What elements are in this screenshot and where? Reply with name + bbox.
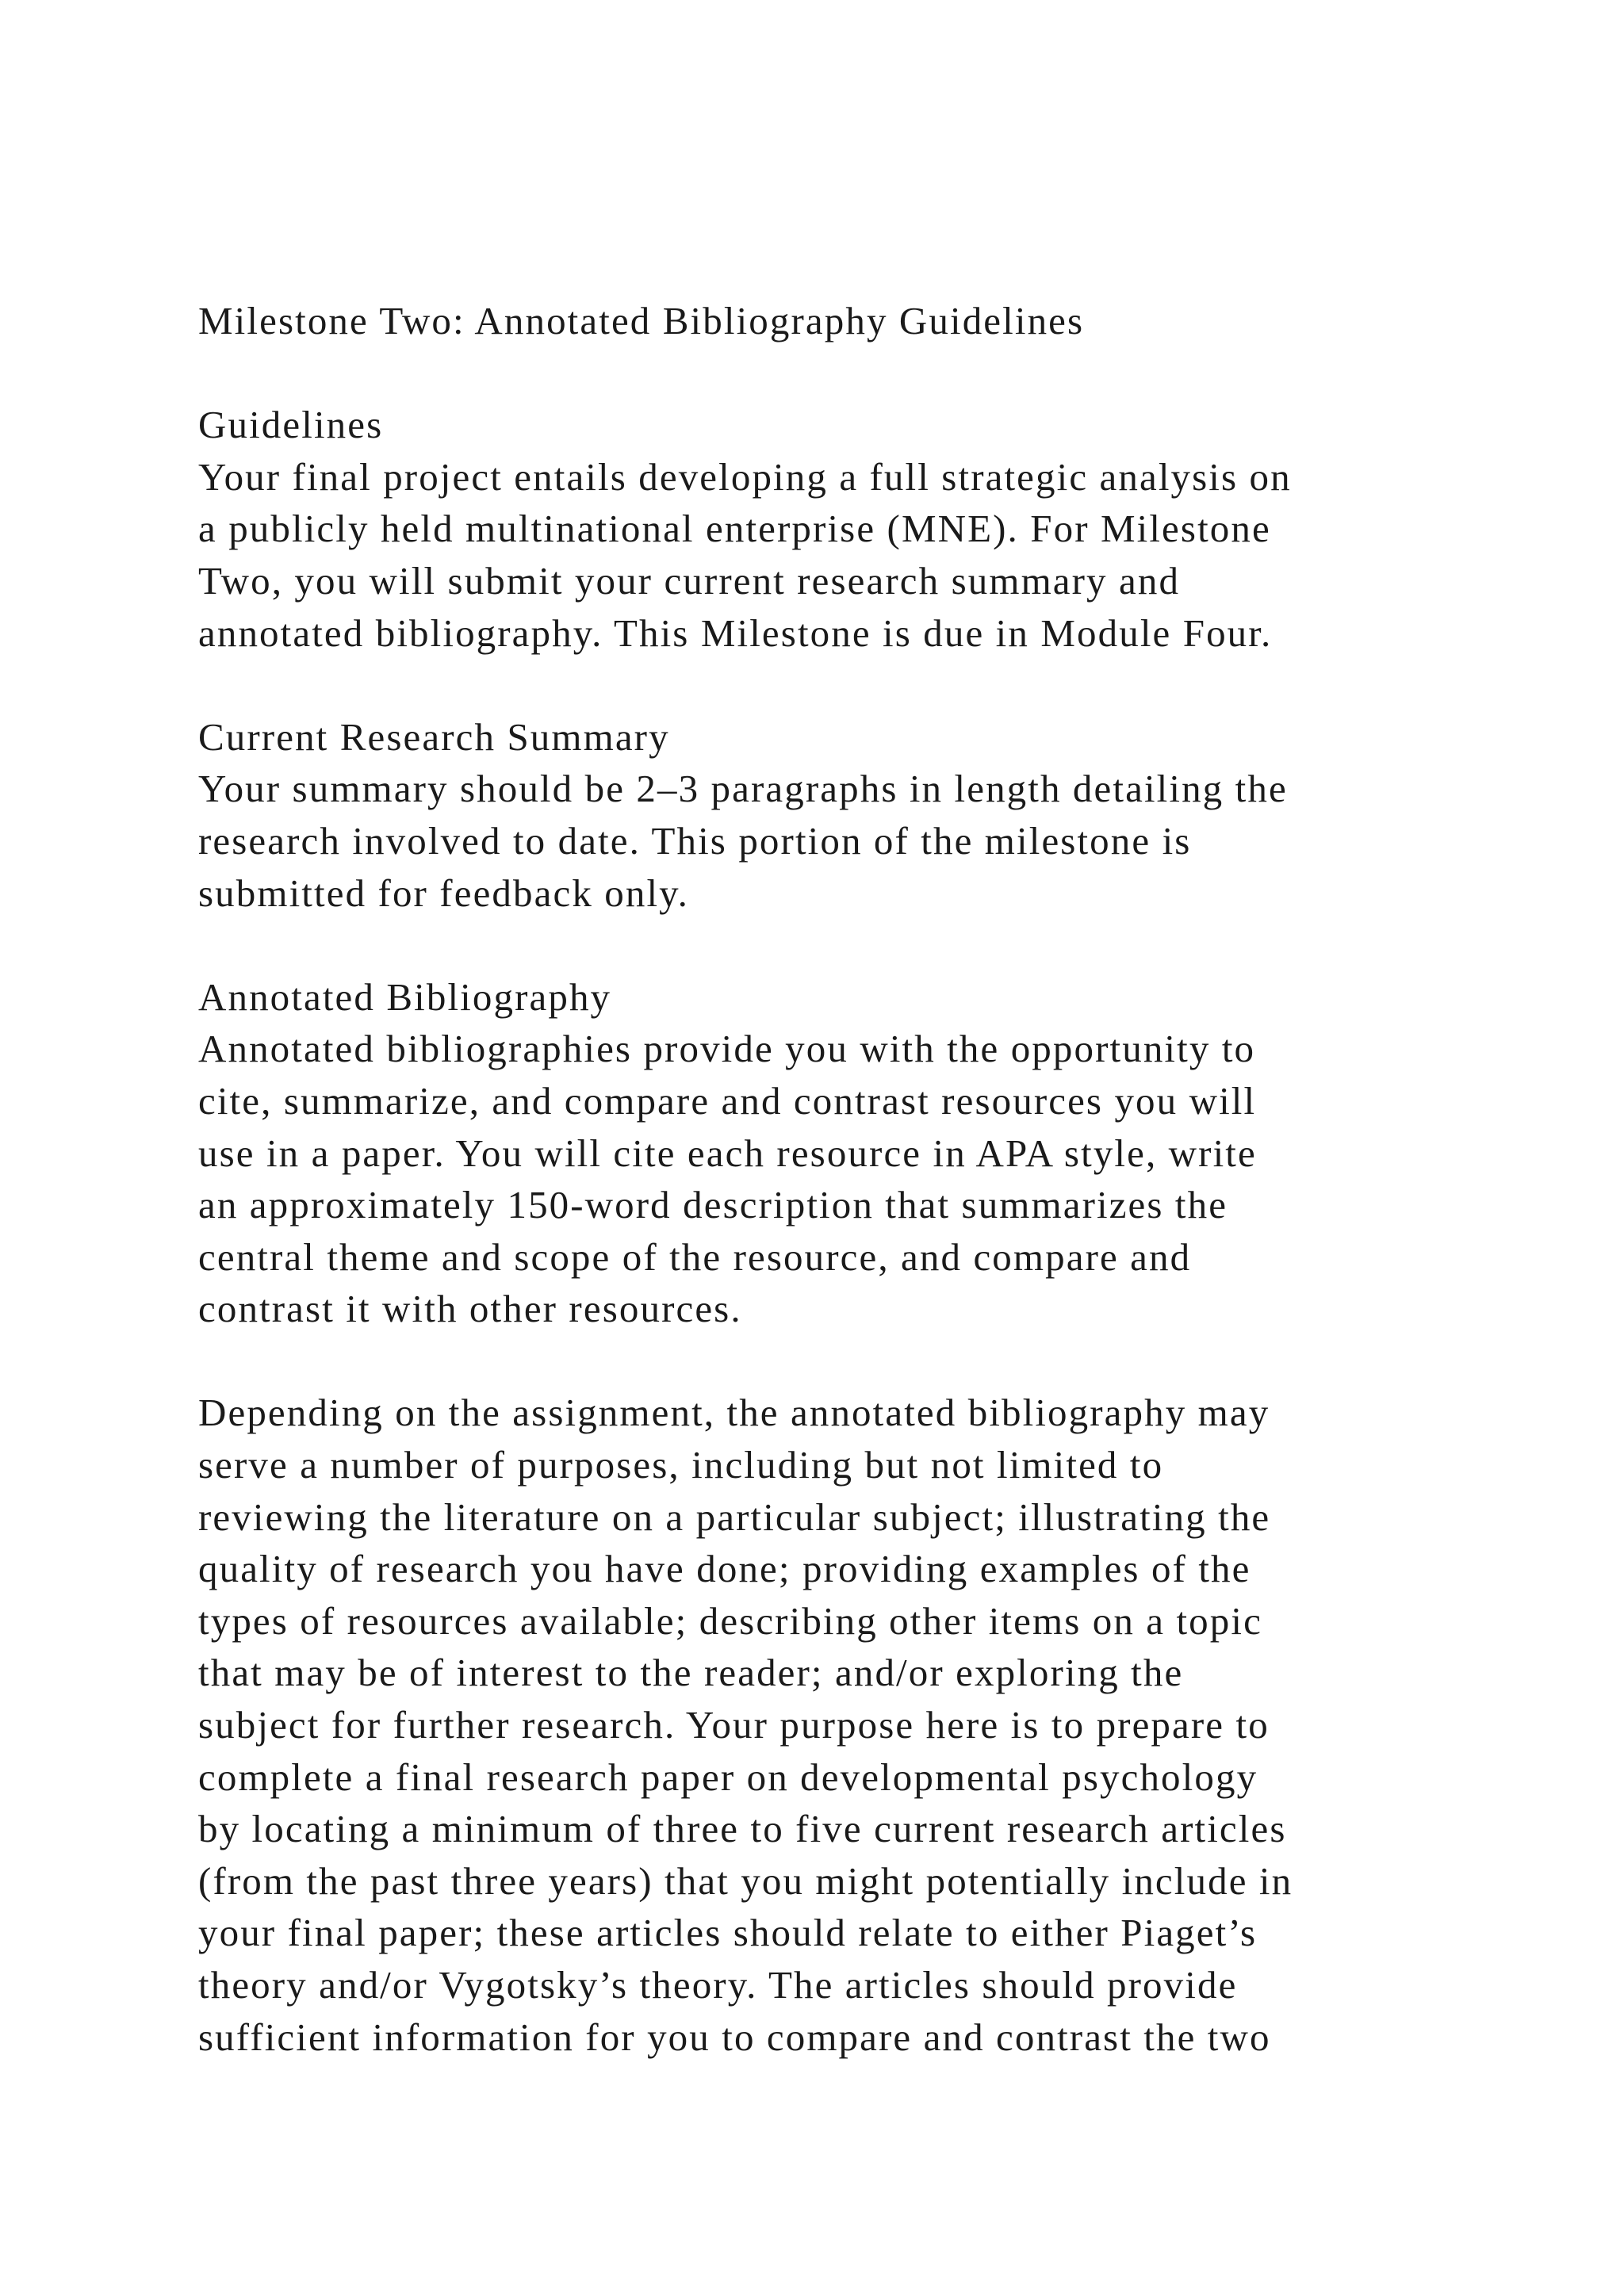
- paragraph-line: your final paper; these articles should relate to either Piaget’s: [198, 1911, 1258, 1955]
- paragraph-line: that may be of interest to the reader; and/or exploring the: [198, 1651, 1184, 1695]
- paragraph-line: an approximately 150-word description that summarizes the: [198, 1183, 1228, 1227]
- paragraph-line: types of resources available; describing other items on a topic: [198, 1598, 1262, 1643]
- paragraph-line: use in a paper. You will cite each resource in APA style, write: [198, 1131, 1257, 1175]
- paragraph-line: a publicly held multinational enterprise (MNE). For Milestone: [198, 507, 1271, 551]
- paragraph-line: annotated bibliography. This Milestone is due in Module Four.: [198, 610, 1273, 655]
- document-title: Milestone Two: Annotated Bibliography Guidelines: [198, 299, 1085, 342]
- spacer: [198, 1335, 1546, 1387]
- spacer: [198, 347, 1546, 400]
- paragraph-line: Annotated bibliographies provide you with the opportunity to: [198, 1027, 1256, 1071]
- section-heading-guidelines: Guidelines: [198, 403, 384, 447]
- paragraph-line: Your summary should be 2–3 paragraphs in length detailing the: [198, 767, 1288, 811]
- paragraph-line: research involved to date. This portion of the milestone is: [198, 818, 1192, 863]
- paragraph-line: complete a final research paper on developmental psychology: [198, 1755, 1258, 1799]
- spacer: [198, 659, 1546, 711]
- paragraph-line: central theme and scope of the resource, and compare and: [198, 1234, 1192, 1279]
- paragraph-line: reviewing the literature on a particular subject; illustrating the: [198, 1494, 1271, 1539]
- paragraph-line: quality of research you have done; providing examples of the: [198, 1547, 1251, 1591]
- paragraph-line: Two, you will submit your current research summary and: [198, 558, 1181, 603]
- paragraph-line: theory and/or Vygotsky’s theory. The articles should provide: [198, 1963, 1238, 2007]
- paragraph-line: Your final project entails developing a full strategic analysis on: [198, 454, 1292, 499]
- document-body: [198, 295, 1546, 2063]
- paragraph-line: contrast it with other resources.: [198, 1287, 742, 1331]
- paragraph-line: cite, summarize, and compare and contrast resources you will: [198, 1078, 1257, 1123]
- paragraph-line: (from the past three years) that you might potentially include in: [198, 1858, 1293, 1903]
- paragraph-line: Depending on the assignment, the annotated bibliography may: [198, 1391, 1270, 1435]
- paragraph-line: by locating a minimum of three to five current research articles: [198, 1807, 1287, 1851]
- paragraph-line: submitted for feedback only.: [198, 871, 689, 915]
- paragraph-line: sufficient information for you to compare and contrast the two: [198, 2015, 1271, 2059]
- paragraph-line: subject for further research. Your purpose here is to prepare to: [198, 1703, 1270, 1747]
- paragraph-line: serve a number of purposes, including but not limited to: [198, 1443, 1164, 1487]
- section-heading-annotated-bibliography: Annotated Bibliography: [198, 974, 612, 1019]
- spacer: [198, 919, 1546, 971]
- section-heading-current-research-summary: Current Research Summary: [198, 714, 670, 759]
